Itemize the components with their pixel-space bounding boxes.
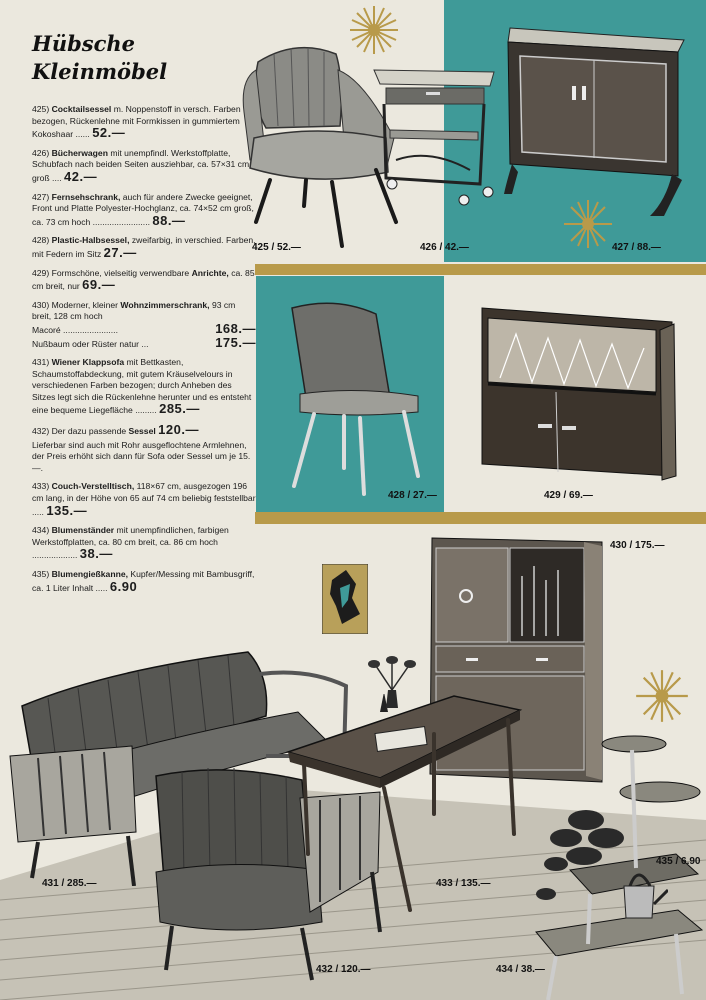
caption-428: 428 / 27.— [388, 490, 437, 501]
list-item: 434) Blumenständer mit unempfindlichen, farbigen Werkstoffplatten, ca. 80 cm breit, ca. 86 cm hoch ................... 38.— [32, 525, 229, 562]
gold-divider-top [255, 264, 706, 275]
watering-can-image [612, 860, 668, 920]
list-item: 425) Cocktailsessel m. Noppenstoff in versch. Farben bezogen, Rückenlehne mit Formkissen in gummiertem Kokoshaar ...... 52.— [32, 104, 241, 141]
list-item: 433) Couch-Verstelltisch, 118×67 cm, ausgezogen 196 cm lang, in der Höhe von 65 auf 74 cm beliebig feststellbar ..... 135.— [32, 481, 256, 518]
page-title [32, 30, 167, 86]
caption-433: 433 / 135.— [436, 878, 491, 889]
list-item: 431) Wiener Klappsofa mit Bettkasten, Schaumstoffabdeckung, mit gutem Kräuselvelours in verschiedenen Farben bezogen; durch Anheben des Sitzes legt sich die Rückenlehne herunter und es entsteht eine bequeme Liegefläche ......... 285.— [32, 357, 252, 417]
sideboard-image [476, 304, 686, 500]
list-item: 432) Der dazu passende Sessel 120.— [32, 422, 199, 438]
book-cart-image [370, 60, 500, 210]
list-item: 429) Formschöne, vielseitig verwendbare Anrichte, ca. 85 cm breit, nur 69.— [32, 267, 255, 293]
title-line-2: Kleinmöbel [32, 59, 168, 84]
price-line: Macoré ....................... 168.— [32, 320, 256, 336]
caption-427: 427 / 88.— [612, 242, 661, 253]
list-item: Lieferbar sind auch mit Rohr ausgeflochtene Armlehnen, der Preis erhöht sich dann für Sofa oder Sessel um je 15.—. [32, 439, 251, 473]
wall-picture-image [322, 564, 368, 634]
list-item: 428) Plastic-Halbsessel, zweifarbig, in verschied. Farben, mit Federn im Sitz 27.— [32, 235, 256, 260]
caption-429: 429 / 69.— [544, 490, 593, 501]
list-item: 426) Bücherwagen mit unempfindl. Werkstoffplatte, Schubfach nach beiden Seiten ausziehbar, ca. 57×31 cm groß .... 42.— [32, 147, 250, 184]
caption-434: 434 / 38.— [496, 964, 545, 975]
starburst-icon [634, 668, 690, 724]
item-list [32, 104, 256, 601]
caption-430: 430 / 175.— [610, 540, 665, 551]
list-item: 427) Fernsehschrank, auch für andere Zwecke geeignet, Front und Platte Polyester-Hochglanz, ca. 74×52 cm groß, ca. 73 cm hoch ........................ 88.— [32, 191, 254, 228]
vase-image [366, 656, 418, 710]
plastic-chair-image [286, 300, 426, 498]
list-item: 430) Moderner, kleiner Wohnzimmerschrank, 93 cm breit, 128 cm hoch Macoré ....................... 168.— Nußbaum oder Rüster natur ... 175.— [32, 299, 256, 350]
title-line-1: Hübsche [32, 31, 136, 56]
caption-431: 431 / 285.— [42, 878, 97, 889]
list-item: 435) Blumengießkanne, Kupfer/Messing mit Bambusgriff, ca. 1 Liter Inhalt ..... 6.90 [32, 569, 255, 594]
caption-425: 425 / 52.— [252, 242, 301, 253]
caption-432: 432 / 120.— [316, 964, 371, 975]
gold-divider-bottom [255, 512, 706, 524]
price-line: Nußbaum oder Rüster natur ... 175.— [32, 334, 256, 350]
tv-cabinet-image [502, 24, 692, 222]
caption-435: 435 / 6.90 [656, 856, 701, 867]
caption-426: 426 / 42.— [420, 242, 469, 253]
